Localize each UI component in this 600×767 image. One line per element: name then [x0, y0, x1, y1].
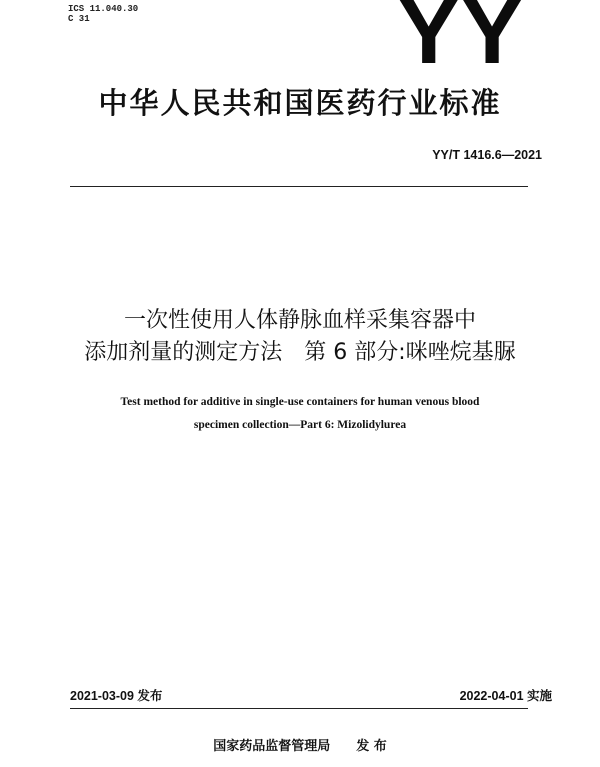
english-title-line-2: specimen collection—Part 6: Mizolidylurea	[193, 419, 407, 431]
english-title-line-1: Test method for additive in single-use containers for human venous blood	[120, 396, 480, 408]
publish-label: 发 布	[356, 739, 387, 754]
classification-codes	[68, 4, 138, 24]
footer-divider	[70, 708, 528, 709]
standard-number: YY/T 1416.6—2021	[432, 148, 542, 162]
chinese-title-line-2: 添加剂量的测定方法 第 6 部分:咪唑烷基脲	[84, 340, 516, 365]
header-divider	[70, 186, 528, 187]
standard-category-title: 中华人民共和国医药行业标准	[98, 86, 502, 120]
publisher-line	[0, 738, 600, 756]
publisher-name: 国家药品监督管理局	[213, 739, 331, 754]
ccs-code: C 31	[68, 14, 90, 24]
standard-logo: YY	[398, 0, 525, 83]
english-title	[0, 391, 600, 437]
issue-date: 2021-03-09 发布	[70, 689, 163, 703]
implementation-date: 2022-04-01 实施	[459, 689, 552, 703]
ics-code: ICS 11.040.30	[68, 4, 139, 14]
chinese-title-line-1: 一次性使用人体静脉血样采集容器中	[123, 308, 476, 333]
chinese-title	[0, 305, 600, 369]
